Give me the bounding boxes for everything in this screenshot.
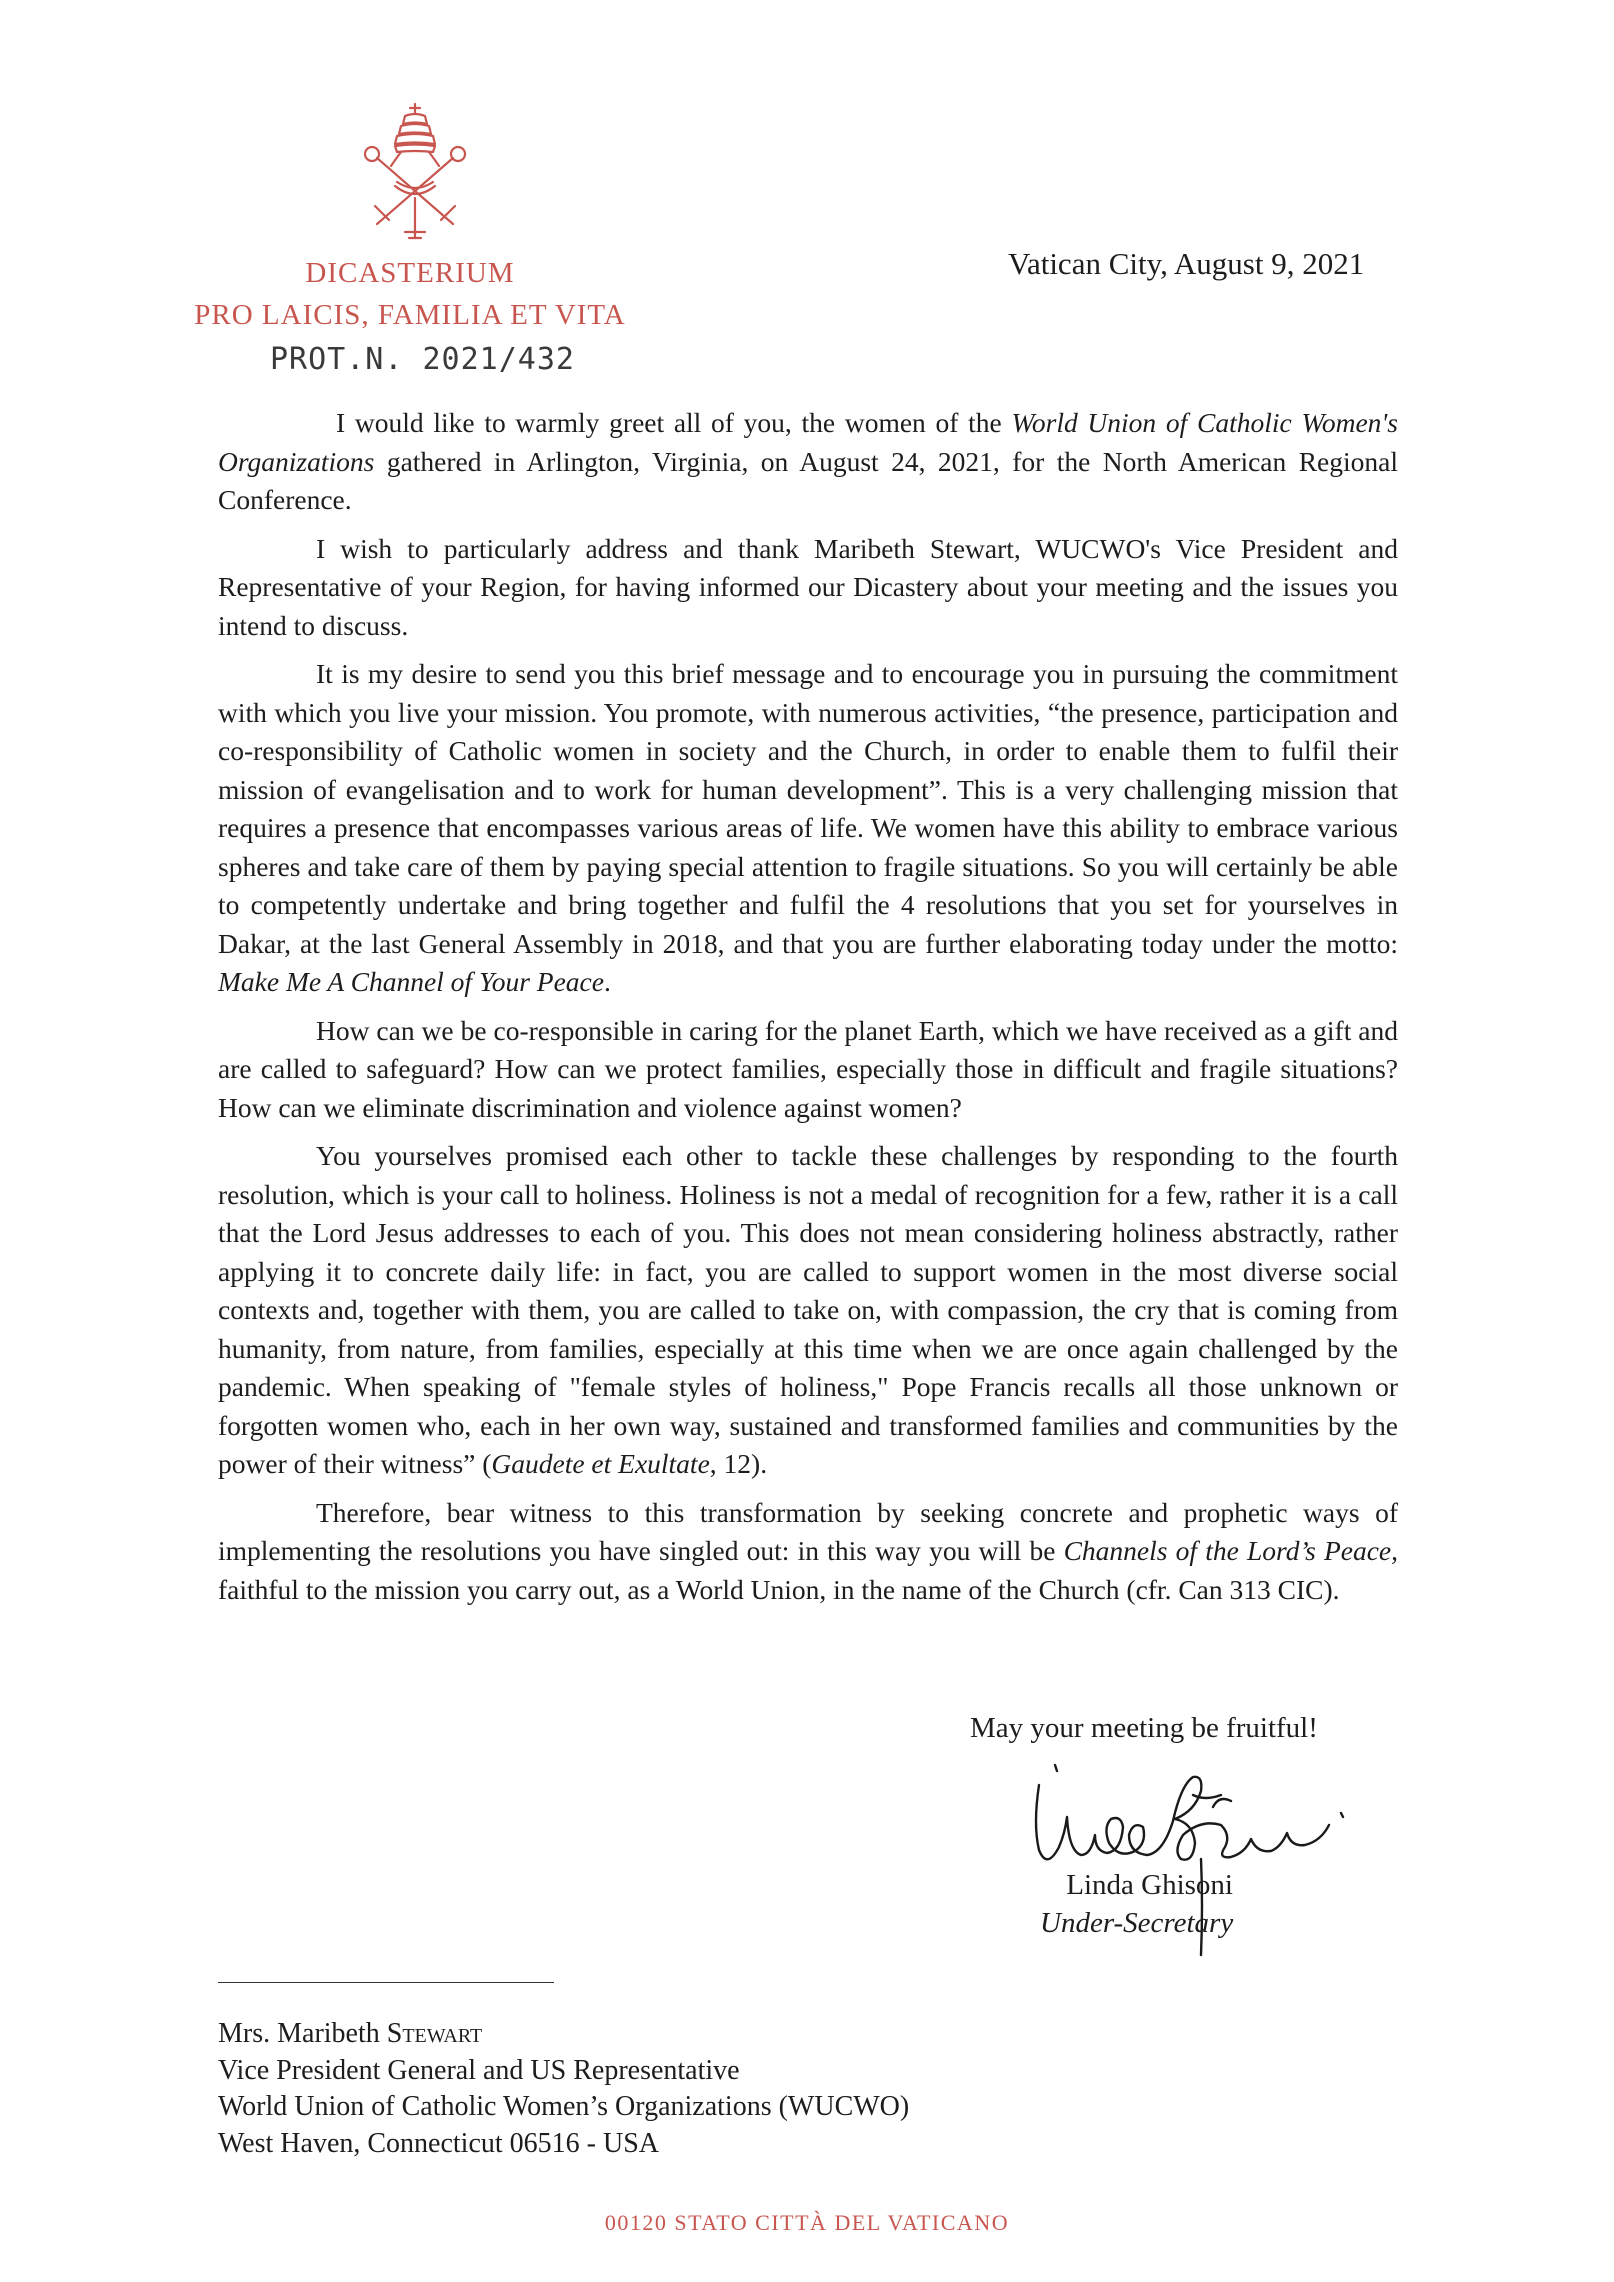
recipient-name-prefix: Mrs. Maribeth bbox=[218, 2018, 387, 2049]
recipient-name bbox=[218, 2016, 909, 2053]
protocol-number: PROT.N. 2021/432 bbox=[270, 342, 575, 377]
paragraph-5-text-a: You yourselves promised each other to tackle these challenges by responding to the fourth resolution, which is your call to holiness. Holiness is not a medal of recognition for a few, rather it is a call that the Lord Jesus addresses to each of you. This does not mean considering holiness abstractly, rather applying it to concrete daily life: in fact, you are called to support women in the most diverse social contexts and, together with them, you are called to take on, with compassion, the cry that is coming from humanity, from nature, from families, especially at this time when we are once again challenged by the pandemic. When speaking of "female styles of holiness," Pope Francis recalls all those unknown or forgotten women who, each in her own way, sustained and transformed families and communities by the power of their witness” ( bbox=[218, 1140, 1398, 1479]
paragraph-1 bbox=[218, 404, 1398, 520]
recipient-location: West Haven, Connecticut 06516 - USA bbox=[218, 2127, 659, 2159]
paragraph-3-text-a: It is my desire to send you this brief message and to encourage you in pursuing the commitment with which you live your mission. You promote, with numerous activities, “the presence, participation and co-responsibility of Catholic women in society and the Church, in order to enable them to fulfil their mission of evangelisation and to work for human development”. This is a very challenging mission that requires a presence that encompasses various areas of life. We women have this ability to embrace various spheres and take care of them by paying special attention to fragile situations. So you will certainly be able to competently undertake and bring together and fulfil the 4 resolutions that you set for yourselves in Dakar, at the last General Assembly in 2018, and that you are further elaborating today under the motto: bbox=[218, 658, 1398, 959]
paragraph-5 bbox=[218, 1137, 1398, 1484]
recipient-organization: World Union of Catholic Women’s Organizations (WUCWO) bbox=[218, 2091, 910, 2122]
signer-block bbox=[1040, 1866, 1234, 1942]
dicastery-line-1: DICASTERIUM bbox=[305, 257, 515, 289]
letter-body bbox=[218, 404, 1398, 1619]
paragraph-5-text-b: , 12). bbox=[709, 1448, 768, 1479]
signer-role: Under-Secretary bbox=[1040, 1907, 1234, 1939]
paragraph-5-italic: Gaudete et Exultate bbox=[491, 1448, 710, 1479]
paragraph-1-italic: World Union of Catholic Women's Organizations bbox=[218, 407, 1398, 477]
papal-coat-of-arms-icon bbox=[355, 102, 475, 242]
paragraph-3-italic: Make Me A Channel of Your Peace bbox=[218, 966, 604, 997]
paragraph-2: I wish to particularly address and thank Maribeth Stewart, WUCWO's Vice President and Representative of your Region, for having informed our Dicastery about your meeting and the issues you intend to discuss. bbox=[218, 532, 1398, 641]
dicastery-name bbox=[140, 252, 680, 336]
paragraph-6-italic: Channels of the Lord’s Peace, bbox=[1063, 1535, 1398, 1566]
paragraph-1-text-b: gathered in Arlington, Virginia, on August 24, 2021, for the North American Regional Conference. bbox=[218, 445, 1398, 515]
signer-name: Linda Ghisoni bbox=[1066, 1869, 1233, 1901]
paragraph-1-text-a: I would like to warmly greet all of you, the women of the bbox=[336, 407, 1012, 438]
paragraph-3 bbox=[218, 655, 1398, 1002]
recipient-address bbox=[218, 2016, 909, 2162]
paragraph-6-text-b: faithful to the mission you carry out, as a World Union, in the name of the Church (cfr. Can 313 CIC). bbox=[218, 1573, 1340, 1605]
paragraph-6-text-a: Therefore, bear witness to this transformation by seeking concrete and prophetic ways of implementing the resolutions you have singled out: in this way you will be bbox=[218, 1496, 1398, 1566]
paragraph-3-text-b: . bbox=[603, 966, 611, 997]
recipient-title: Vice President General and US Representative bbox=[218, 2054, 740, 2086]
dicastery-line-2: PRO LAICIS, FAMILIA ET VITA bbox=[194, 299, 626, 331]
closing-line: May your meeting be fruitful! bbox=[970, 1712, 1318, 1744]
paragraph-4: How can we be co-responsible in caring for the planet Earth, which we have received as a gift and are called to safeguard? How can we protect families, especially those in difficult and fragile situations? How can we eliminate discrimination and violence against women? bbox=[218, 1014, 1398, 1123]
recipient-surname: Stewart bbox=[386, 2018, 483, 2049]
place-and-date: Vatican City, August 9, 2021 bbox=[1008, 246, 1365, 281]
footer-address: 00120 STATO CITTÀ DEL VATICANO bbox=[604, 2210, 1010, 2235]
separator-rule bbox=[218, 1982, 554, 1983]
paragraph-6 bbox=[218, 1494, 1398, 1610]
